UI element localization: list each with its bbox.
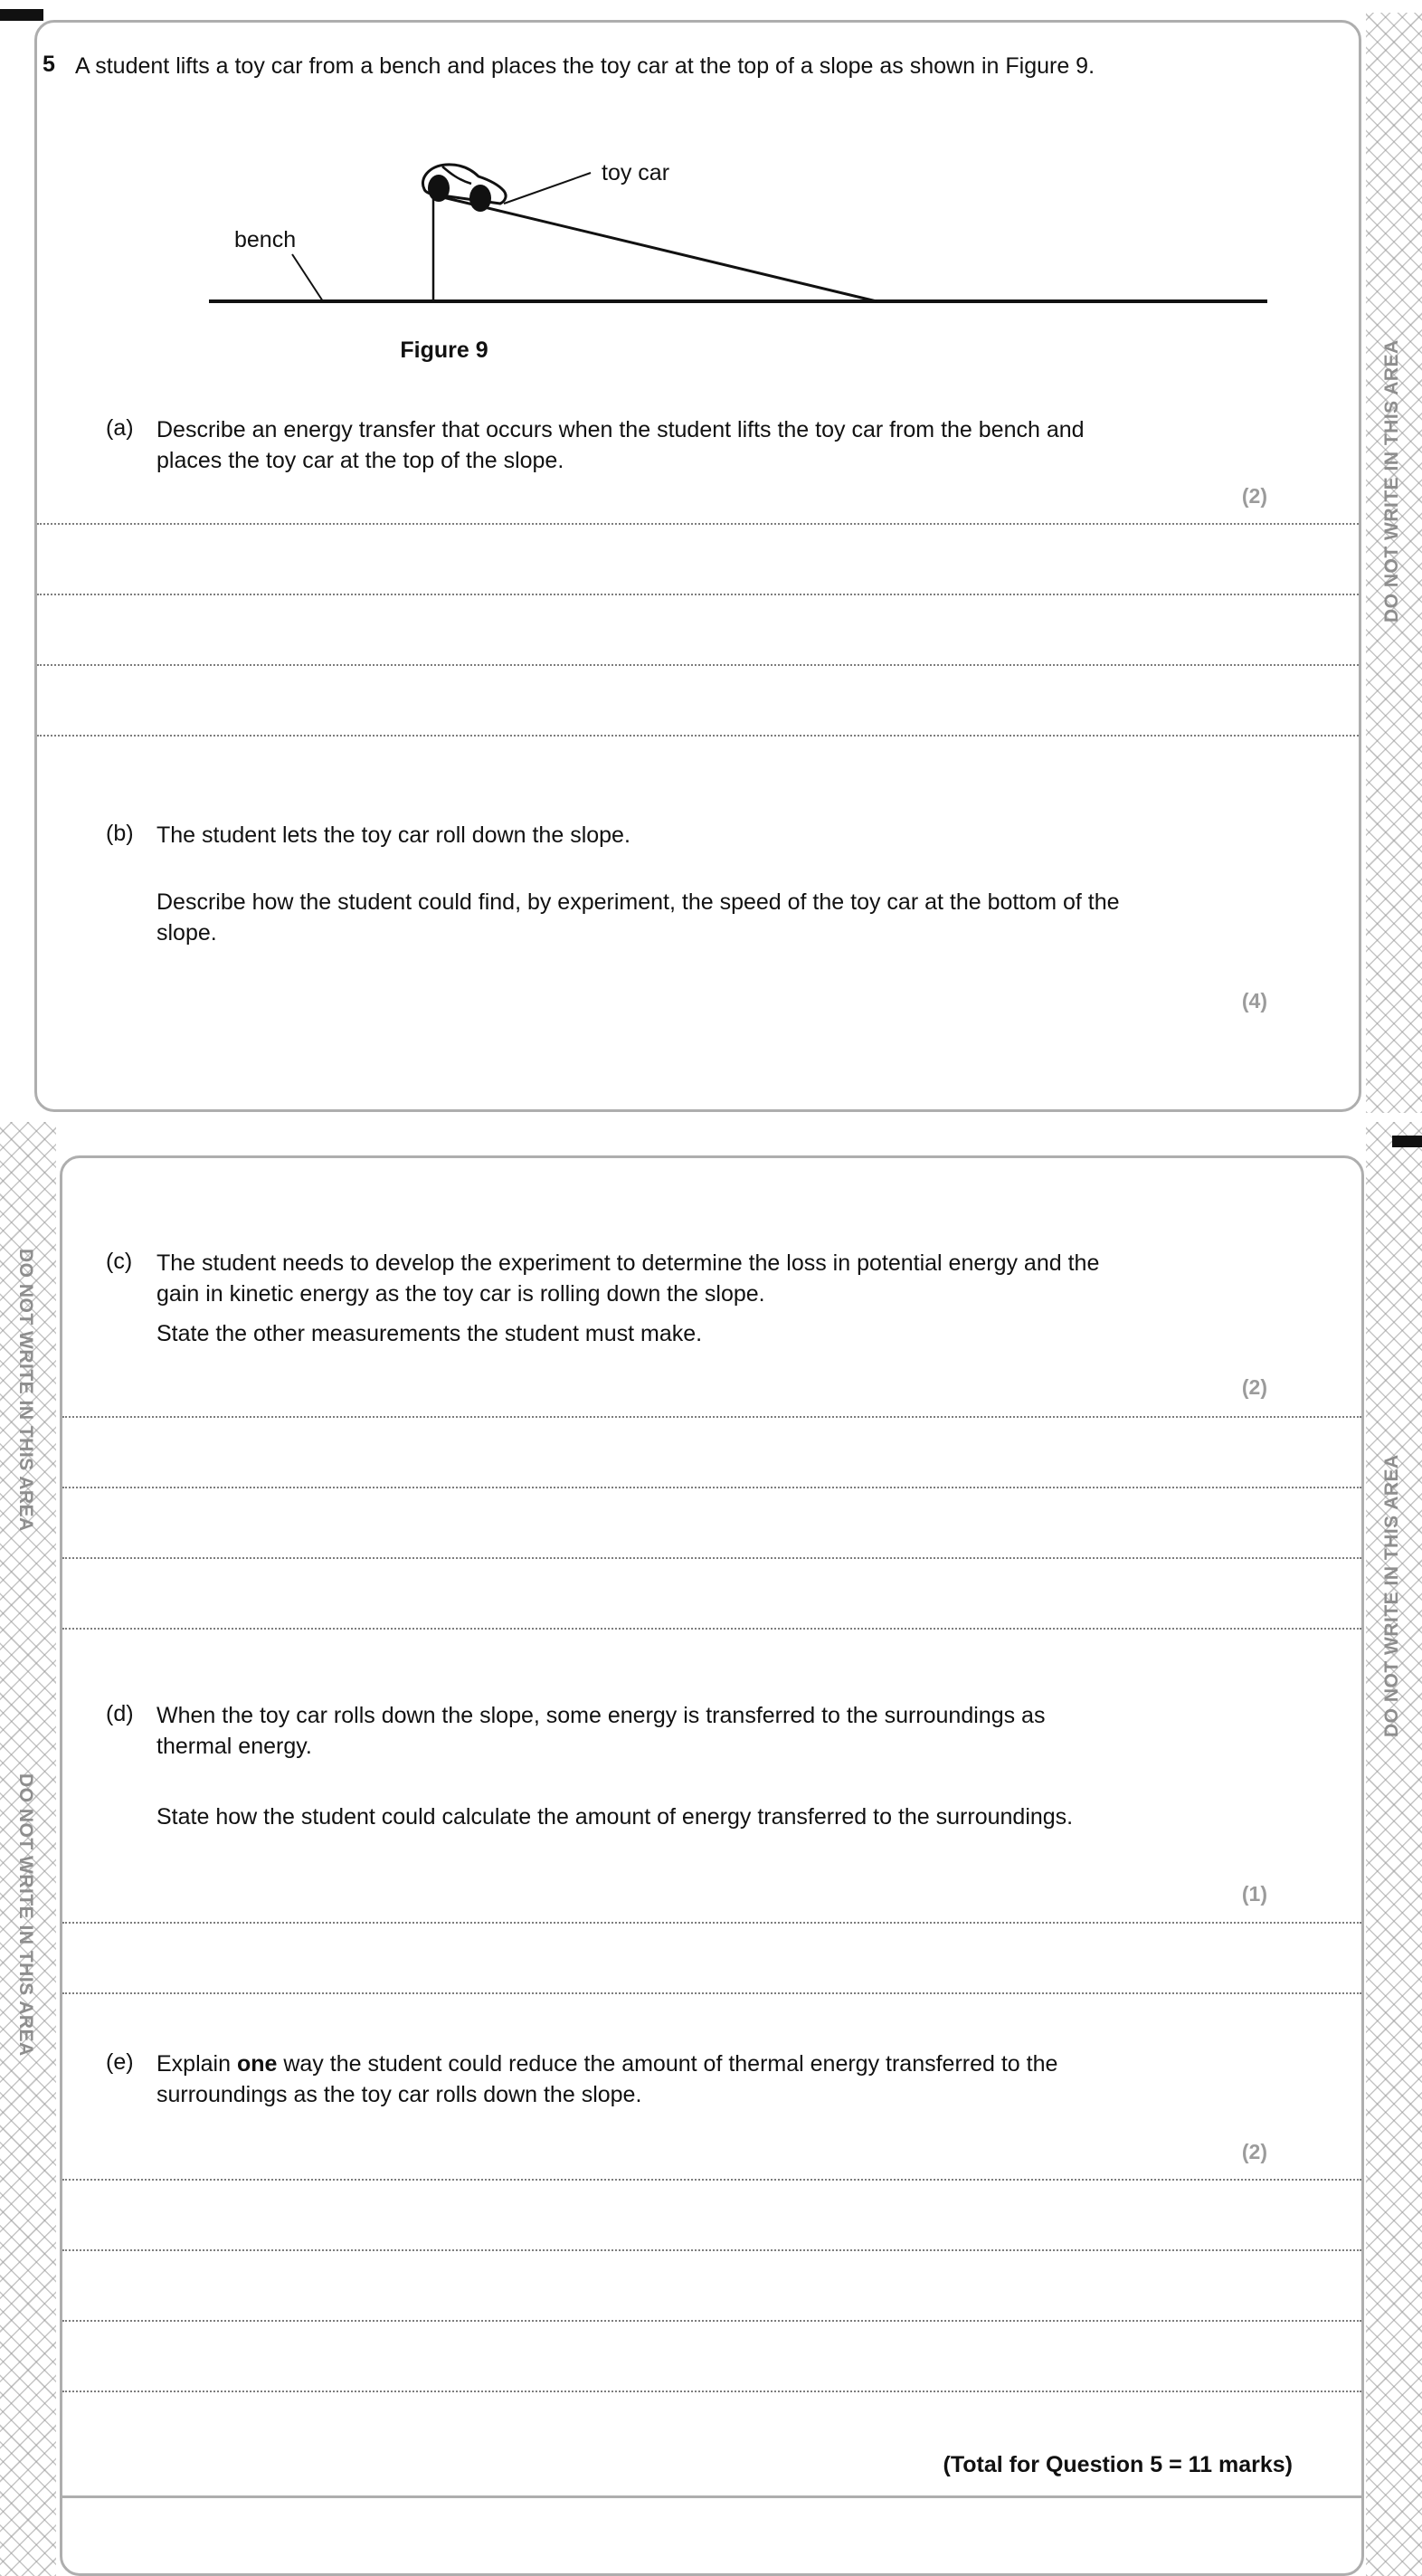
part-d-text: When the toy car rolls down the slope, some energy is transferred to the surroundings as thermal energy. [156,1703,1046,1759]
part-e-bold-word: one [236,2051,278,2077]
part-b-marks: (4) [1241,989,1267,1012]
part-a-label: (a) [106,415,134,441]
answer-line[interactable] [62,2391,1361,2392]
part-d-label: (d) [106,1701,134,1726]
answer-line[interactable] [62,1487,1361,1488]
part-e-text [156,2049,1088,2110]
registration-tick-top-left [0,9,43,21]
question-stem: A student lifts a toy car from a bench and places the toy car at the top of a slope as shown in Figure 9. [75,53,1095,79]
answer-line[interactable] [62,2179,1361,2181]
part-c-marks: (2) [1241,1375,1267,1399]
part-c-label: (c) [106,1249,133,1274]
total-marks-label: (Total for Question 5 = 11 marks) [943,2452,1293,2477]
answer-line[interactable] [62,1922,1361,1924]
part-b-text-2: Describe how the student could find, by experiment, the speed of the toy car at the bottom of the slope. [156,889,1120,946]
answer-line[interactable] [37,735,1359,737]
part-d-marks: (1) [1241,1882,1267,1906]
part-a-text: Describe an energy transfer that occurs when the student lifts the toy car from the bench and places the toy car at the top of the slope. [156,417,1085,473]
answer-line[interactable] [37,664,1359,666]
answer-panel-bottom [60,1155,1364,2576]
part-e-text-before: Explain [156,2051,237,2077]
part-d-text-2: State how the student could calculate the amount of energy transferred to the surroundings. [156,1804,1074,1830]
answer-line[interactable] [62,1628,1361,1630]
panel-divider [62,2495,1364,2498]
answer-line[interactable] [62,2320,1361,2322]
part-a-marks: (2) [1241,484,1267,508]
part-e-label: (e) [106,2049,134,2075]
part-e-marks: (2) [1241,2140,1267,2163]
figure-label-toy-car: toy car [602,160,670,185]
figure-9-diagram [82,157,1331,324]
part-b-text: The student lets the toy car roll down the slope. [156,822,630,848]
part-e-text-after: way the student could reduce the amount of thermal energy transferred to the surroundings as the toy car rolls down the slope. [156,2051,1058,2107]
left-hatch-label-upper: DO NOT WRITE IN THIS AREA [15,1249,36,1532]
part-c-text-2: State the other measurements the student must make. [156,1321,703,1346]
answer-line[interactable] [62,1557,1361,1559]
part-b-label: (b) [106,821,134,846]
answer-panel-top [34,20,1361,1112]
right-hatch-label-bottom: DO NOT WRITE IN THIS AREA [1381,1454,1402,1737]
answer-line[interactable] [62,1992,1361,1994]
figure-label-bench: bench [234,227,297,252]
question-number: 5 [43,52,55,77]
answer-line[interactable] [37,594,1359,595]
right-hatch-label-top: DO NOT WRITE IN THIS AREA [1381,339,1402,623]
answer-line[interactable] [62,1416,1361,1418]
answer-line[interactable] [62,2249,1361,2251]
left-hatch-label-lower: DO NOT WRITE IN THIS AREA [15,1773,36,2057]
part-c-text: The student needs to develop the experiment to determine the loss in potential energy and the gain in kinetic energy as the toy car is rolling down the slope. [156,1250,1100,1307]
registration-tick-mid-right [1392,1136,1422,1147]
answer-line[interactable] [37,523,1359,525]
figure-caption: Figure 9 [400,337,488,363]
